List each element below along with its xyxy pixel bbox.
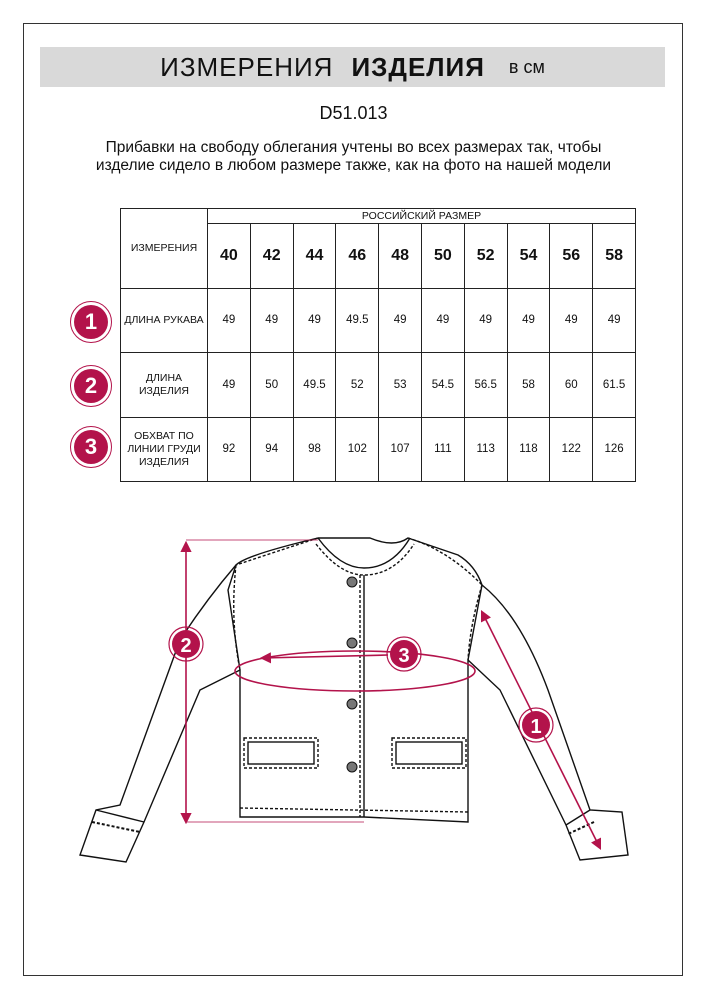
- size-header: РОССИЙСКИЙ РАЗМЕР: [208, 209, 636, 224]
- value-cell: 92: [208, 417, 251, 481]
- value-cell: 53: [379, 353, 422, 417]
- row-label: ДЛИНА ИЗДЕЛИЯ: [121, 353, 208, 417]
- value-cell: 49: [507, 288, 550, 352]
- marker-sleeve-length: 1: [74, 305, 108, 339]
- product-code: D51.013: [319, 103, 388, 123]
- value-cell: 113: [464, 417, 507, 481]
- value-cell: 52: [336, 353, 379, 417]
- diagram-marker-3: 3: [398, 645, 410, 667]
- value-cell: 107: [379, 417, 422, 481]
- measurement-lines: [186, 540, 600, 848]
- size-cell: 52: [464, 224, 507, 288]
- diagram-marker-2: 2: [180, 635, 192, 657]
- size-cell: 58: [593, 224, 636, 288]
- value-cell: 49: [250, 288, 293, 352]
- size-cell: 50: [421, 224, 464, 288]
- size-cell: 42: [250, 224, 293, 288]
- value-cell: 49: [464, 288, 507, 352]
- value-cell: 49: [379, 288, 422, 352]
- row-label: ДЛИНА РУКАВА: [121, 288, 208, 352]
- measure-header: ИЗМЕРЕНИЯ: [121, 209, 208, 289]
- value-cell: 49: [293, 288, 336, 352]
- diagram-marker-1: 1: [530, 716, 542, 738]
- value-cell: 56.5: [464, 353, 507, 417]
- value-cell: 50: [250, 353, 293, 417]
- size-cell: 40: [208, 224, 251, 288]
- row-label: ОБХВАТ ПО ЛИНИИ ГРУДИ ИЗДЕЛИЯ: [121, 417, 208, 481]
- title-measurements: ИЗМЕРЕНИЯ: [160, 51, 334, 82]
- diagram-markers: [169, 627, 553, 742]
- value-cell: 94: [250, 417, 293, 481]
- value-cell: 102: [336, 417, 379, 481]
- value-cell: 49: [208, 288, 251, 352]
- size-cell: 44: [293, 224, 336, 288]
- marker-chest-girth: 3: [74, 430, 108, 464]
- value-cell: 49: [208, 353, 251, 417]
- size-cell: 46: [336, 224, 379, 288]
- value-cell: 49.5: [293, 353, 336, 417]
- value-cell: 126: [593, 417, 636, 481]
- value-cell: 118: [507, 417, 550, 481]
- size-cell: 54: [507, 224, 550, 288]
- buttons: [347, 577, 357, 772]
- value-cell: 49: [421, 288, 464, 352]
- size-cell: 48: [379, 224, 422, 288]
- value-cell: 54.5: [421, 353, 464, 417]
- value-cell: 49: [550, 288, 593, 352]
- value-cell: 49.5: [336, 288, 379, 352]
- fit-note: Прибавки на свободу облегания учтены во всех размерах так, чтобы изделие сидело в любом размере также, как на фото на нашей модели: [95, 139, 612, 174]
- value-cell: 98: [293, 417, 336, 481]
- value-cell: 60: [550, 353, 593, 417]
- value-cell: 111: [421, 417, 464, 481]
- size-cell: 56: [550, 224, 593, 288]
- value-cell: 122: [550, 417, 593, 481]
- value-cell: 61.5: [593, 353, 636, 417]
- title-product: ИЗДЕЛИЯ: [351, 51, 485, 82]
- title-units: в см: [508, 56, 545, 77]
- value-cell: 49: [593, 288, 636, 352]
- marker-garment-length: 2: [74, 369, 108, 403]
- value-cell: 58: [507, 353, 550, 417]
